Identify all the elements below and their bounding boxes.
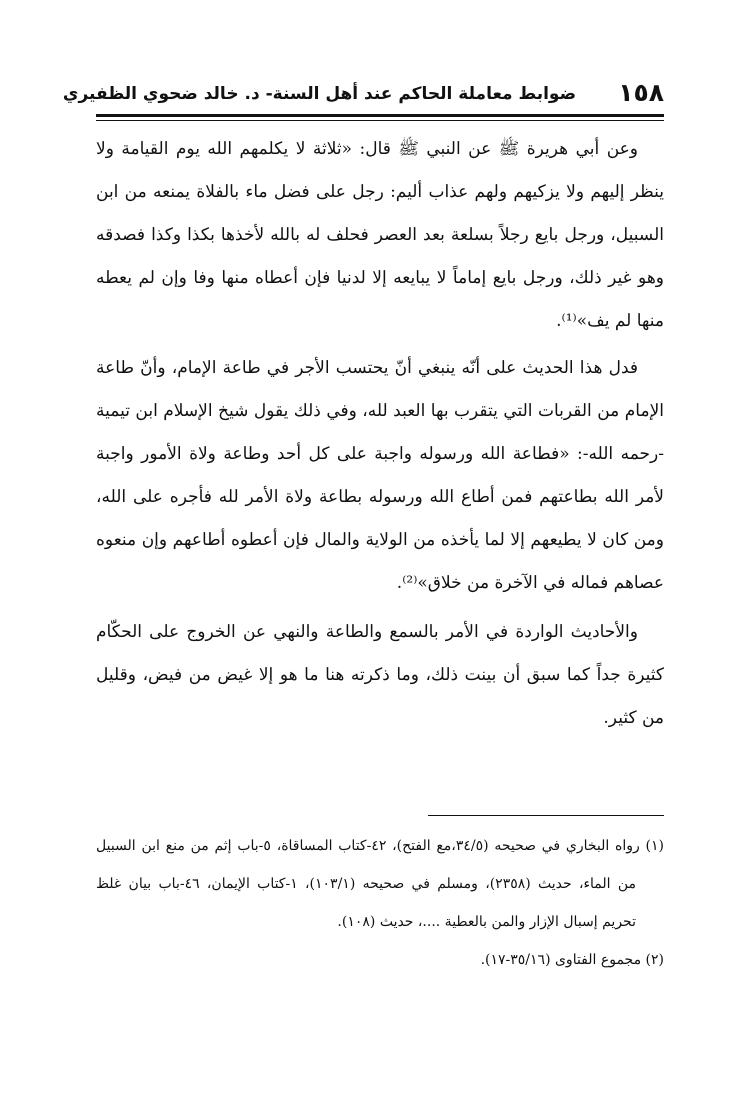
page-header (62, 72, 664, 112)
header-rule-thin (96, 120, 664, 121)
paragraph-hadith: وعن أبي هريرة ﷺ عن النبي ﷺ قال: «ثلاثة لا يكلمهم الله يوم القيامة ولا ينظر إليهم ولا يزكيهم ولهم عذاب أليم: رجل على فضل ماء بالفلاة يمنعه من ابن السبيل، ورجل بايع رجلاً بسلعة بعد العصر فحلف له بالله لأخذها بكذا وكذا فصدقه وهو غير ذلك، ورجل بايع إماماً لا يبايعه إلا لدنيا فإن أعطاه منها وفا وإن لم يعطه منها لم يف»⁽¹⁾. (96, 139, 664, 331)
header-rule-thick (96, 114, 664, 117)
page-number: ١٥٨ (618, 78, 664, 107)
running-title: ضوابط معاملة الحاكم عند أهل السنة- د. خالد ضحوي الظفيري (62, 84, 576, 104)
paragraph-conclusion: والأحاديث الواردة في الأمر بالسمع والطاعة والنهي عن الخروج على الحكّام كثيرة جداً كما سبق أن بينت ذلك، وما ذكرته هنا ما هو إلا غيض من فيض، وقليل من كثير. (96, 622, 664, 728)
footnote-1: (١) رواه البخاري في صحيحه (٣٤/٥،مع الفتح)، ٤٢-كتاب المساقاة، ٥-باب إثم من منع ابن السبيل من الماء، حديث (٢٣٥٨)، ومسلم في صحيحه (١٠٣/١)، ١-كتاب الإيمان، ٤٦-باب بيان غلظ تحريم إسبال الإزار والمن بالعطية ....، حديث (١٠٨). (96, 838, 664, 930)
paragraph-commentary: فدل هذا الحديث على أنّه ينبغي أنّ يحتسب الأجر في طاعة الإمام، وأنّ طاعة الإمام من القربات التي يتقرب بها العبد لله، وفي ذلك يقول شيخ الإسلام ابن تيمية -رحمه الله-: «فطاعة الله ورسوله واجبة على كل أحد وطاعة ولاة الأمور واجبة لأمر الله بطاعتهم فمن أطاع الله ورسوله بطاعة ولاة الأمر لله فأجره على الله، ومن كان لا يطيعهم إلا لما يأخذه من الولاية والمال فإن أعطوه أطاعهم وإن منعوه عصاهم فماله في الآخرة من خلاق»⁽²⁾. (96, 358, 664, 593)
footnote-separator (428, 815, 664, 816)
footnote-2: (٢) مجموع الفتاوى (٣٥/١٦-١٧). (480, 952, 664, 968)
body-text (96, 128, 664, 740)
footnotes (96, 827, 664, 979)
